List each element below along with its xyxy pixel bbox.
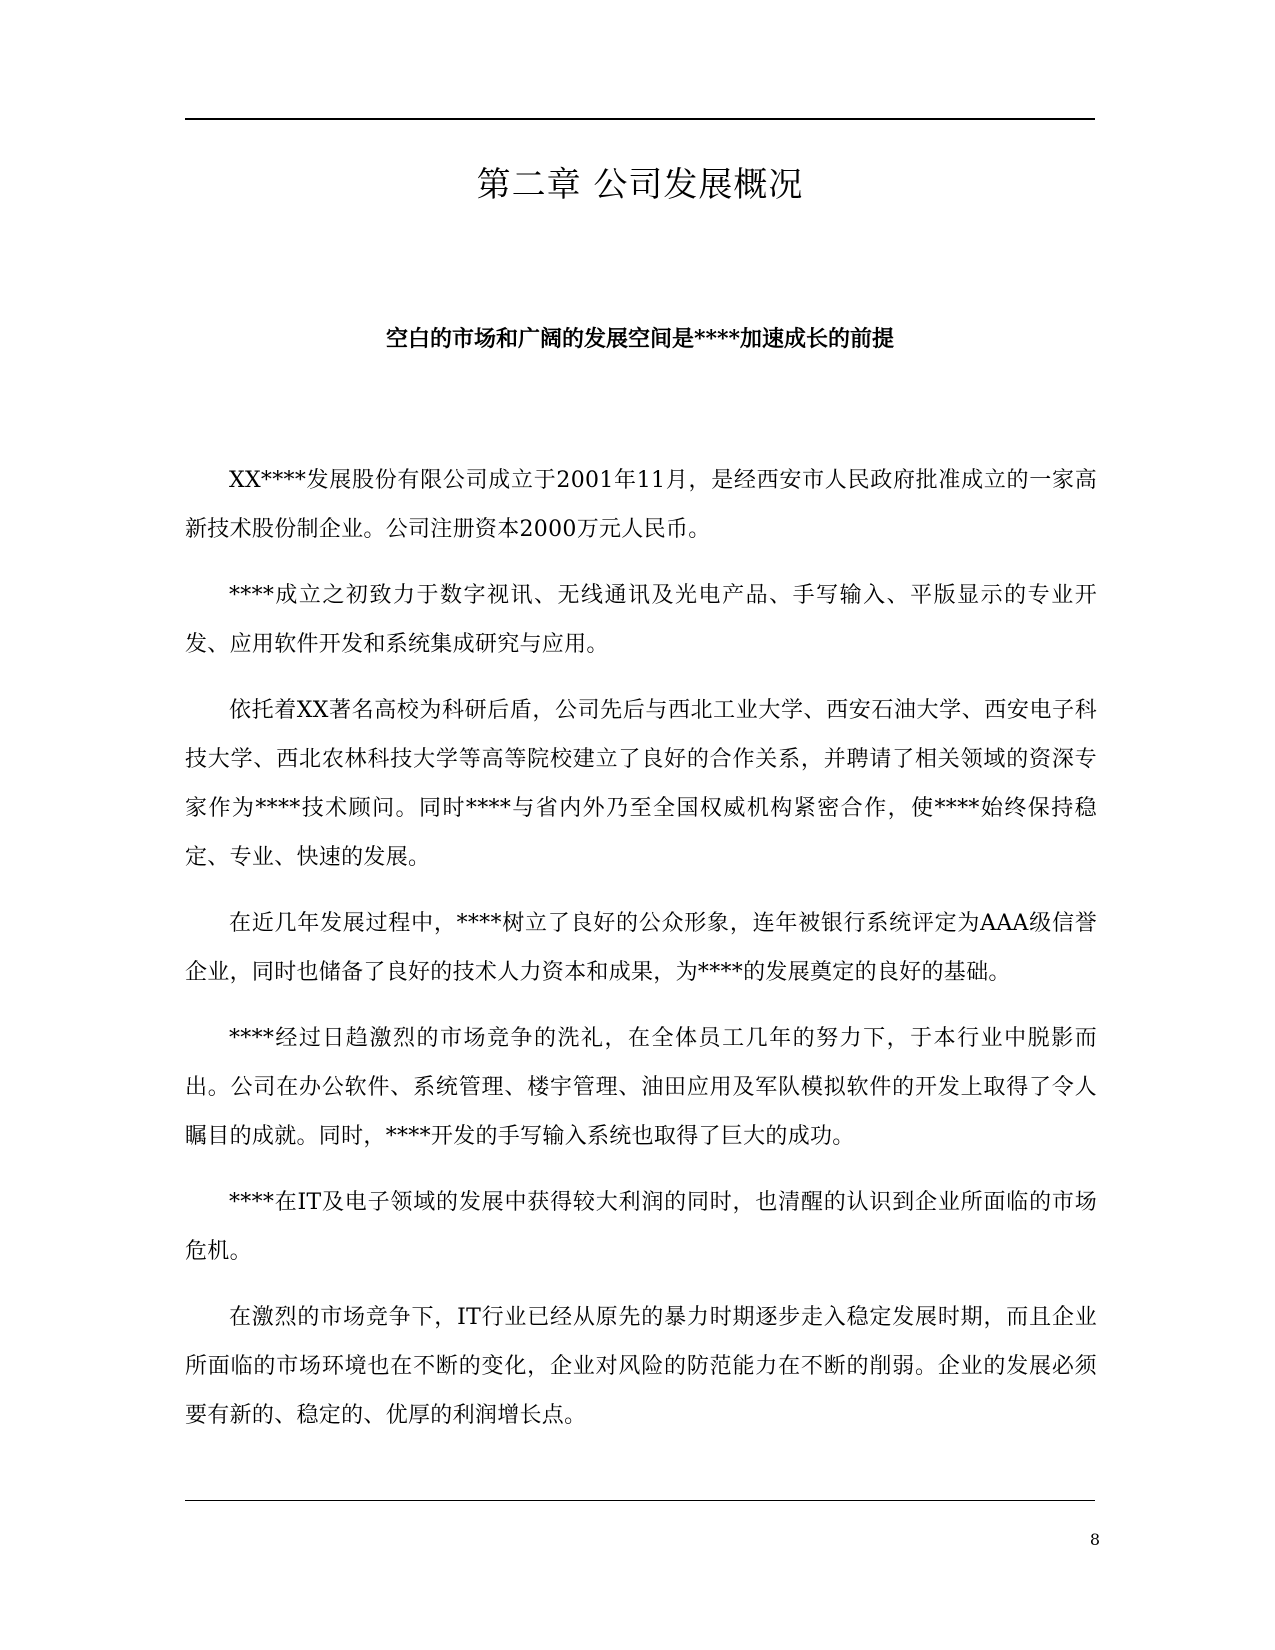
header-rule <box>185 118 1095 120</box>
chapter-title: 第二章 公司发展概况 <box>476 165 804 205</box>
paragraph-4: 在近几年发展过程中，****树立了良好的公众形象，连年被银行系统评定为AAA级信誉企业，同时也储备了良好的技术人力资本和成果，为****的发展奠定的良好的基础。 <box>185 911 1097 985</box>
paragraph-7: 在激烈的市场竞争下，IT行业已经从原先的暴力时期逐步走入稳定发展时期，而且企业所面临的市场环境也在不断的变化，企业对风险的防范能力在不断的削弱。企业的发展必须要有新的、稳定的、优厚的利润增长点。 <box>185 1305 1097 1428</box>
paragraph-1: XX****发展股份有限公司成立于2001年11月，是经西安市人民政府批准成立的一家高新技术股份制企业。公司注册资本2000万元人民币。 <box>185 468 1097 542</box>
paragraph-3: 依托着XX著名高校为科研后盾，公司先后与西北工业大学、西安石油大学、西安电子科技大学、西北农林科技大学等高等院校建立了良好的合作关系，并聘请了相关领域的资深专家作为****技术顾问。同时****与省内外乃至全国权威机构紧密合作，使****始终保持稳定、专业、快速的发展。 <box>185 698 1097 870</box>
paragraph-2: ****成立之初致力于数字视讯、无线通讯及光电产品、手写输入、平版显示的专业开发、应用软件开发和系统集成研究与应用。 <box>185 583 1097 657</box>
body-text <box>185 456 1097 1457</box>
paragraph-5: ****经过日趋激烈的市场竞争的洗礼，在全体员工几年的努力下，于本行业中脱影而出。公司在办公软件、系统管理、楼宇管理、油田应用及军队模拟软件的开发上取得了令人瞩目的成就。同时，****开发的手写输入系统也取得了巨大的成功。 <box>185 1026 1097 1149</box>
page-number: 8 <box>1089 1530 1100 1549</box>
paragraph-6: ****在IT及电子领域的发展中获得较大利润的同时，也清醒的认识到企业所面临的市场危机。 <box>185 1190 1097 1264</box>
section-heading: 空白的市场和广阔的发展空间是****加速成长的前提 <box>385 326 895 352</box>
footer-rule <box>185 1500 1095 1501</box>
